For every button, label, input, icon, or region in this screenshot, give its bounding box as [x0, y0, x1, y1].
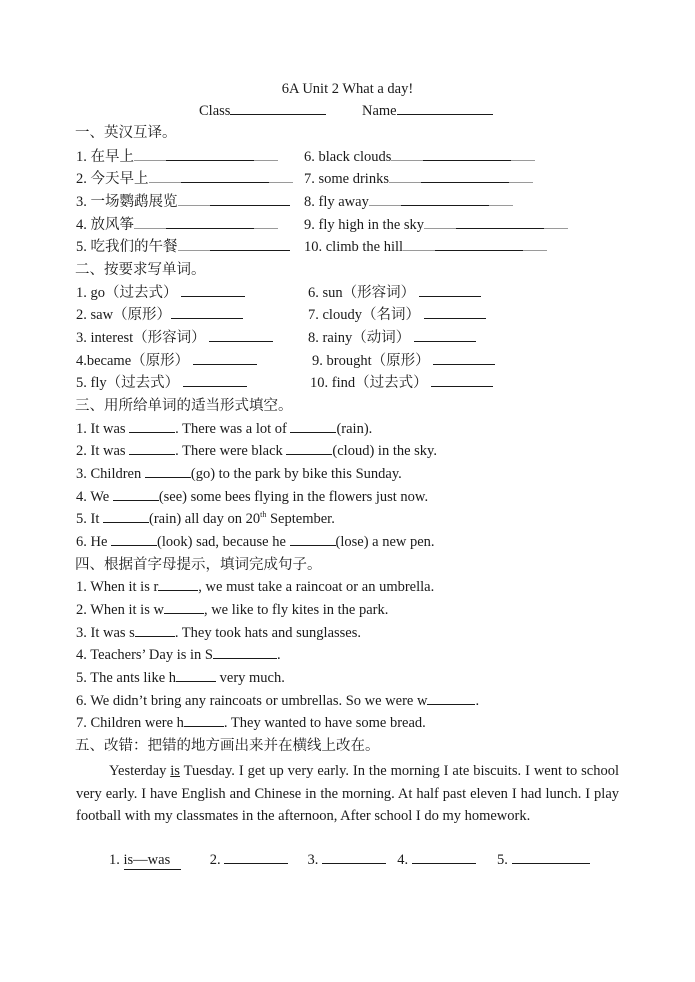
answer-blank[interactable]	[433, 352, 495, 365]
answer-blank[interactable]	[181, 170, 269, 183]
s1-item-text: 4. 放风筝	[76, 217, 134, 233]
s3-item-5	[76, 510, 335, 528]
s4-text: 6. We didn’t bring any raincoats or umbrellas. So we were w	[76, 693, 428, 709]
answer-blank[interactable]	[111, 533, 157, 546]
s4-text: 7. Children were h	[76, 715, 184, 731]
s4-item-2	[76, 601, 388, 619]
s4-text: 5. The ants like h	[76, 670, 177, 686]
s3-text: (see) some bees flying in the flowers just now.	[158, 489, 429, 505]
answer-blank[interactable]	[286, 442, 332, 455]
answer-blank[interactable]	[290, 420, 336, 433]
s3-text: (rain) all day on 20	[148, 511, 261, 527]
answer-blank[interactable]	[421, 170, 509, 183]
answer-blank[interactable]	[166, 216, 254, 229]
error-correction-paragraph	[76, 760, 619, 828]
answer-row	[109, 851, 590, 870]
s1-item-8	[304, 193, 513, 211]
answer-blank[interactable]	[176, 669, 216, 682]
marked-error: is	[170, 763, 180, 779]
class-field	[199, 102, 326, 120]
s1-item-text: 1. 在早上	[76, 149, 134, 165]
s1-item-text: 7. some drinks	[304, 171, 389, 187]
s1-item-text: 9. fly high in the sky	[304, 217, 425, 233]
s3-text: 5. It	[76, 511, 103, 527]
s2-item-9	[312, 352, 495, 370]
s4-text: .	[276, 647, 281, 663]
s3-text: 1. It was	[76, 421, 130, 437]
name-label: Name	[362, 103, 397, 119]
section2-heading: 二、按要求写单词。	[75, 262, 206, 278]
section5-heading: 五、改错：把错的地方画出来并在横线上改在。	[75, 738, 380, 754]
s1-item-9	[304, 216, 568, 234]
answer-blank[interactable]	[183, 374, 247, 387]
answer-blank[interactable]	[210, 238, 290, 251]
s1-item-7	[304, 170, 533, 188]
s4-text: . They took hats and sunglasses.	[174, 625, 362, 641]
answer-blank[interactable]	[135, 624, 175, 637]
s1-item-3	[76, 193, 290, 211]
answer-3-blank[interactable]	[322, 851, 386, 864]
answer-1-filled: is—was	[124, 851, 181, 870]
answer-blank[interactable]	[210, 193, 290, 206]
s2-item-8	[308, 329, 476, 347]
s2-item-text: 4.became（原形）	[76, 353, 190, 369]
s2-item-2	[76, 306, 243, 324]
answer-blank[interactable]	[424, 306, 486, 319]
class-label: Class	[199, 103, 231, 119]
answer-number: 5.	[497, 852, 512, 868]
answer-number: 4.	[397, 852, 412, 868]
answer-5-blank[interactable]	[512, 851, 590, 864]
s2-item-text: 1. go（过去式）	[76, 285, 178, 301]
answer-blank[interactable]	[423, 148, 511, 161]
answer-blank[interactable]	[431, 374, 493, 387]
answer-2-blank[interactable]	[224, 851, 288, 864]
s1-item-text: 8. fly away	[304, 194, 369, 210]
answer-blank[interactable]	[435, 238, 523, 251]
s4-text: 1. When it is r	[76, 579, 159, 595]
s2-item-6	[308, 284, 481, 302]
s3-text: 3. Children	[76, 466, 145, 482]
s4-text: 4. Teachers’ Day is in S	[76, 647, 213, 663]
answer-blank[interactable]	[103, 510, 149, 523]
s1-item-6	[304, 148, 535, 166]
s4-item-7	[76, 714, 426, 732]
answer-blank[interactable]	[456, 216, 544, 229]
s3-text: September.	[266, 511, 335, 527]
s4-item-3	[76, 624, 361, 642]
s4-text: , we must take a raincoat or an umbrella.	[198, 579, 435, 595]
answer-blank[interactable]	[184, 714, 224, 727]
s2-item-3	[76, 329, 273, 347]
answer-blank[interactable]	[171, 306, 243, 319]
answer-blank[interactable]	[181, 284, 245, 297]
s3-item-4	[76, 488, 428, 506]
s1-item-text: 6. black clouds	[304, 149, 392, 165]
answer-blank[interactable]	[414, 329, 476, 342]
answer-blank[interactable]	[164, 601, 204, 614]
s3-text: (lose) a new pen.	[335, 534, 435, 550]
para-text: Tuesday. I get up very early. In the morning I ate biscuits. I went to school very early. I have English and Chinese in the morning. At half past eleven I had lunch. I play football with my classmates in the afternoon, After school I do my homework.	[76, 763, 620, 825]
s4-text: 2. When it is w	[76, 602, 164, 618]
s2-item-text: 2. saw（原形）	[76, 307, 172, 323]
s2-item-10	[310, 374, 493, 392]
s2-item-text: 10. find（过去式）	[310, 375, 428, 391]
answer-number: 1.	[109, 852, 124, 868]
answer-blank[interactable]	[158, 578, 198, 591]
s1-item-text: 5. 吃我们的午餐	[76, 239, 178, 255]
answer-blank[interactable]	[193, 352, 257, 365]
page-title: 6A Unit 2 What a day!	[281, 81, 414, 97]
para-text: Yesterday	[109, 763, 171, 779]
answer-blank[interactable]	[290, 533, 336, 546]
s2-item-text: 7. cloudy（名词）	[308, 307, 420, 323]
answer-blank[interactable]	[419, 284, 481, 297]
s3-text: . There was a lot of	[175, 421, 291, 437]
s1-item-2	[76, 170, 293, 188]
answer-number: 3.	[307, 852, 322, 868]
answer-blank[interactable]	[166, 148, 254, 161]
answer-4-blank[interactable]	[412, 851, 476, 864]
s1-item-text: 10. climb the hill	[304, 239, 404, 255]
s4-item-4	[76, 646, 281, 664]
s3-item-3	[76, 465, 402, 483]
s3-item-1	[76, 420, 372, 438]
s4-item-5	[76, 669, 285, 687]
ordinal-suffix: th	[260, 510, 267, 520]
s1-item-5	[76, 238, 290, 256]
s3-text: (go) to the park by bike this Sunday.	[190, 466, 402, 482]
s2-item-1	[76, 284, 245, 302]
s2-item-text: 3. interest（形容词）	[76, 330, 206, 346]
answer-blank[interactable]	[427, 692, 475, 705]
s4-text: . They wanted to have some bread.	[223, 715, 426, 731]
s3-text: (look) sad, because he	[157, 534, 290, 550]
name-blank[interactable]	[397, 102, 493, 115]
s2-item-text: 8. rainy（动词）	[308, 330, 411, 346]
section1-heading: 一、英汉互译。	[75, 125, 177, 141]
s4-text: 3. It was s	[76, 625, 135, 641]
s4-text: , we like to fly kites in the park.	[203, 602, 389, 618]
answer-number: 2.	[209, 852, 225, 868]
s1-item-text: 2. 今天早上	[76, 171, 149, 187]
s4-item-1	[76, 578, 434, 596]
answer-blank[interactable]	[129, 420, 175, 433]
s3-text: . There were black	[175, 443, 287, 459]
answer-blank[interactable]	[129, 442, 175, 455]
s1-item-10	[304, 238, 547, 256]
answer-blank[interactable]	[209, 329, 273, 342]
answer-blank[interactable]	[145, 465, 191, 478]
s4-item-6	[76, 692, 479, 710]
s4-text: .	[475, 693, 480, 709]
s1-item-text: 3. 一场鹦鹉展览	[76, 194, 178, 210]
s3-text: 4. We	[76, 489, 113, 505]
s3-item-6	[76, 533, 435, 551]
s3-text: (rain).	[336, 421, 373, 437]
s3-item-2	[76, 442, 437, 460]
answer-blank[interactable]	[401, 193, 489, 206]
s3-text: (cloud) in the sky.	[332, 443, 437, 459]
s3-text: 2. It was	[76, 443, 130, 459]
s2-item-text: 5. fly（过去式）	[76, 375, 180, 391]
s2-item-4	[76, 352, 257, 370]
s1-item-1	[76, 148, 278, 166]
s4-text: very much.	[216, 670, 285, 686]
s3-text: 6. He	[76, 534, 112, 550]
s1-item-4	[76, 216, 278, 234]
s2-item-5	[76, 374, 247, 392]
answer-blank[interactable]	[113, 488, 159, 501]
section4-heading: 四、根据首字母提示，填词完成句子。	[75, 557, 322, 573]
name-field	[362, 102, 493, 120]
section3-heading: 三、用所给单词的适当形式填空。	[75, 398, 293, 414]
s2-item-text: 6. sun（形容词）	[308, 285, 416, 301]
class-blank[interactable]	[230, 102, 326, 115]
s2-item-text: 9. brought（原形）	[312, 353, 430, 369]
s2-item-7	[308, 306, 486, 324]
answer-blank[interactable]	[213, 646, 277, 659]
